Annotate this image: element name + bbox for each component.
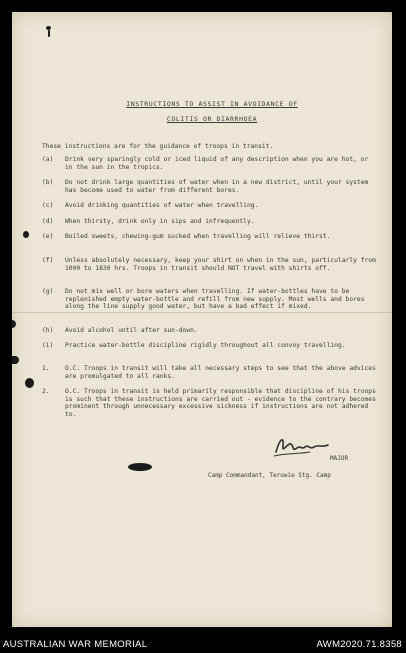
document-title-line-1: INSTRUCTIONS TO ASSIST IN AVOIDANCE OF [126,100,298,108]
document-page [12,12,392,627]
item-label: 2. [42,388,50,395]
item-label: (d) [42,218,54,225]
signature-title: Camp Commandant, Terowie Stg. Camp [208,472,331,479]
item-text: Do not mix well or bore waters when travelling. If water-bottles have to be replenished empty water-bottle and refill from new supply. Most wells and bores along the line supply good water, but have a bad effect if mixed. [65,288,365,310]
ink-mark [12,320,16,328]
ink-mark [48,30,50,37]
item-label: (a) [42,156,54,163]
ink-mark [128,463,152,471]
item-text: O.C. Troops in transit will take all necessary steps to see that the above advices are promulgated to all ranks. [65,365,376,380]
item-text: Do not drink large quantities of water when in a new district, until your system has become used to water from different bores. [65,179,369,194]
signature-rank: MAJOR [330,455,349,462]
item-text: Unless absolutely necessary, keep your shirt on when in the sun, particularly from 1000 to 1830 hrs. Troops in transit should NOT travel with shirts off. [65,257,376,272]
footer-bar [0,636,406,653]
item-text: Boiled sweets, chewing-gum sucked when travelling will relieve thirst. [65,233,331,240]
item-label: (f) [42,257,54,264]
intro-text: These instructions are for the guidance of troops in transit. [42,143,274,150]
footer-institution: AUSTRALIAN WAR MEMORIAL [3,639,148,650]
item-label: (i) [42,342,54,349]
fold-line [12,312,392,313]
ink-mark [12,356,19,364]
footer-accession-number: AWM2020.71.8358 [316,639,402,650]
document-title-line-2: COLITIS OR DIARRHOEA [166,115,258,123]
handwritten-signature [272,432,332,460]
ink-mark [23,231,29,238]
item-text: Avoid drinking quantities of water when travelling. [65,202,259,209]
item-text: When thirsty, drink only in sips and infrequently. [65,218,255,225]
item-label: (g) [42,288,54,295]
item-label: (e) [42,233,54,240]
item-text: O.C. Troops in transit is held primarily responsible that discipline of his troops is such that these instructions are carried out - evidence to the contrary becomes prominent through unnecessary excessive sickness if instructions are not adhered to. [65,388,376,418]
item-text: Avoid alcohol until after sun-down. [65,327,198,334]
ink-mark [25,378,34,388]
item-text: Practice water-bottle discipline rigidly throughout all convoy travelling. [65,342,346,349]
item-label: (b) [42,179,54,186]
item-label: (h) [42,327,54,334]
item-text: Drink very sparingly cold or iced liquid of any description when you are hot, or in the sun in the tropics. [65,156,369,171]
item-label: 1. [42,365,50,372]
item-label: (c) [42,202,54,209]
